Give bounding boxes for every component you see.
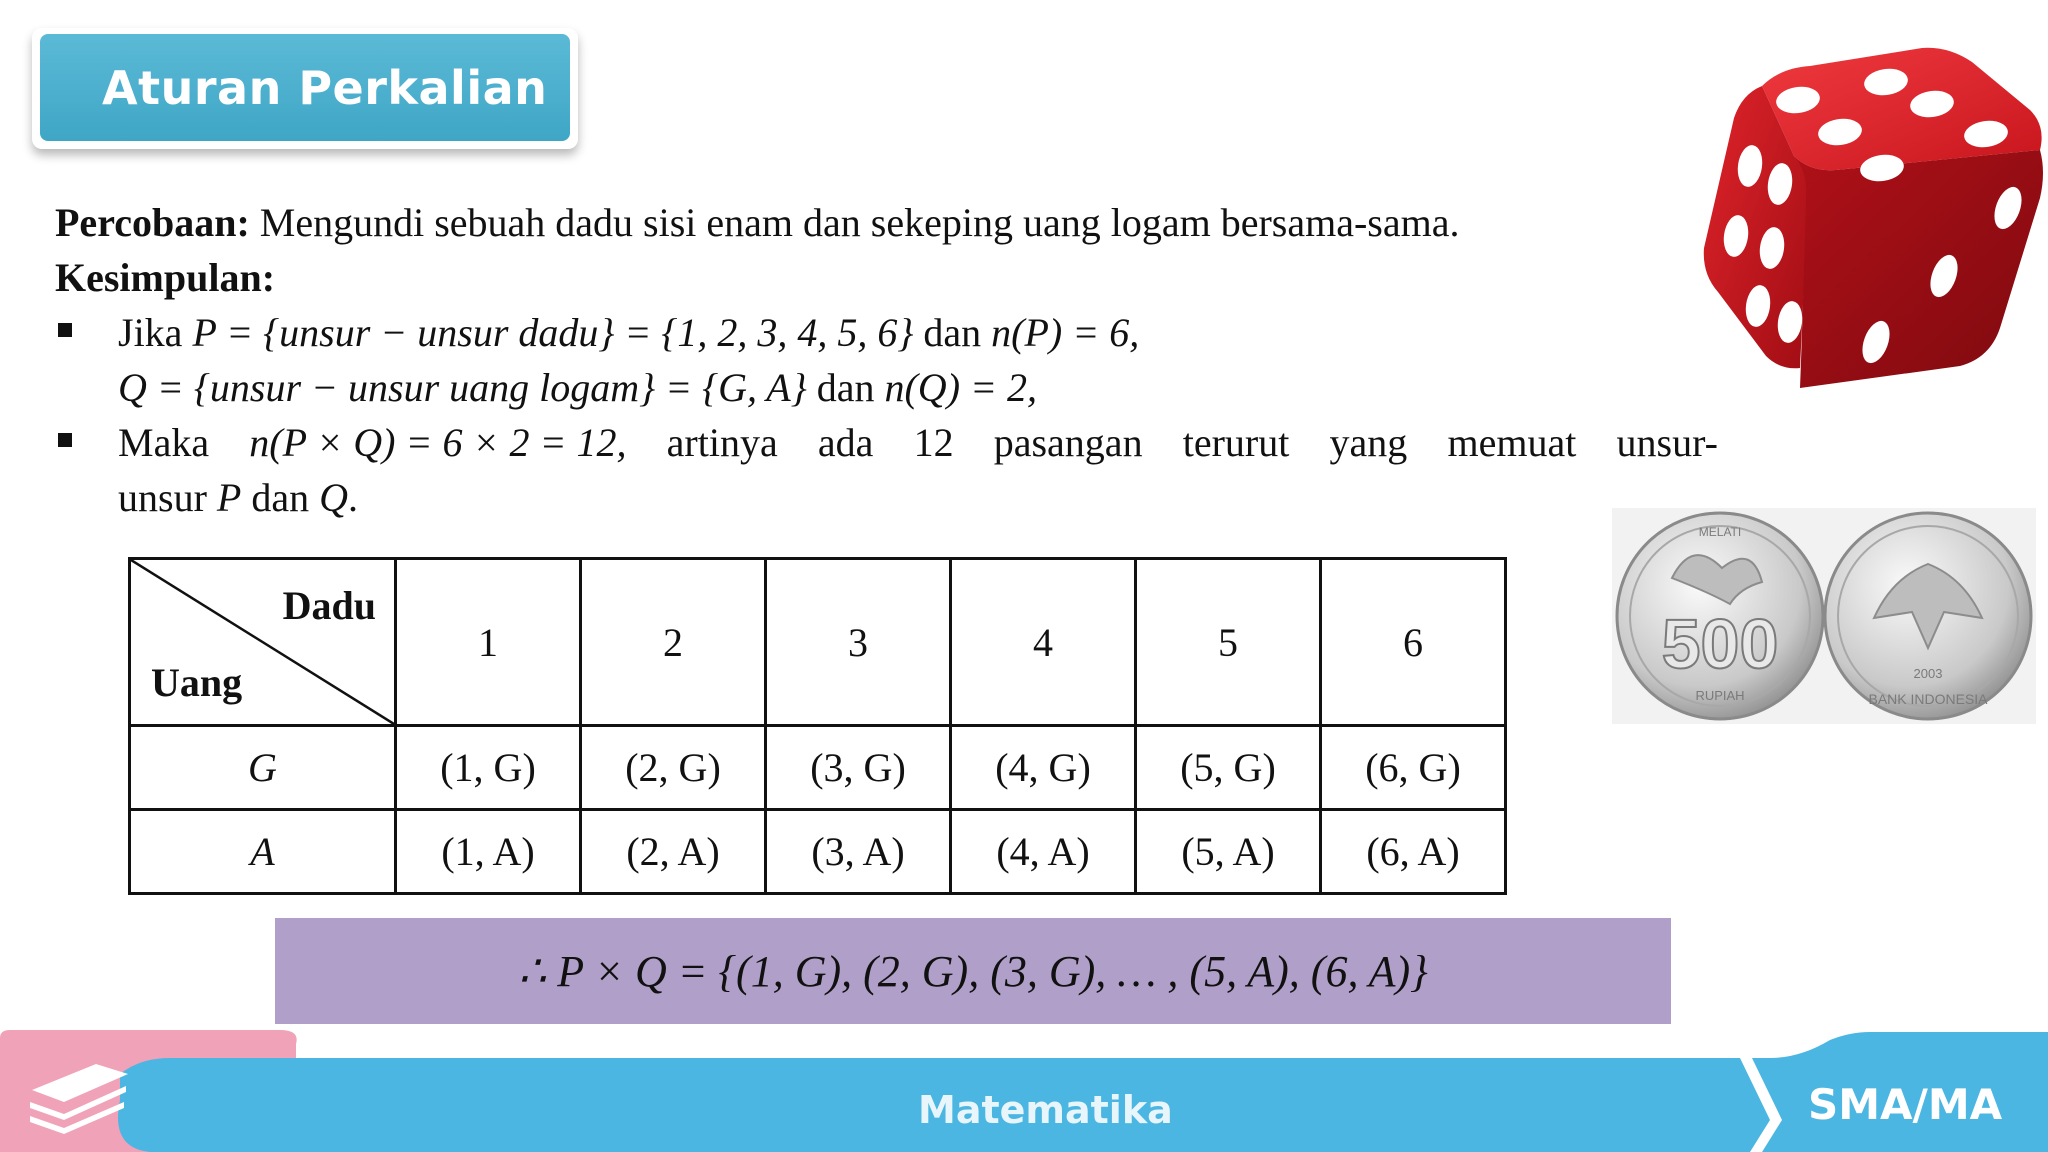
bullet-marker-1: [58, 323, 72, 337]
product-table: [128, 557, 1507, 895]
title-tab: [32, 28, 578, 149]
bullet-2-word: memuat: [1447, 420, 1577, 465]
bullet-2-line-2: [118, 470, 358, 525]
bullet-2-word: ada: [817, 420, 874, 465]
coin-value-text: 500: [1661, 605, 1779, 683]
experiment-line: [55, 195, 1459, 250]
table-cell: (4, G): [951, 726, 1136, 810]
table-cell: (4, A): [951, 810, 1136, 894]
bullet-1-text-c: dan: [806, 365, 885, 410]
bullet-1-set-q: Q = {unsur − unsur uang logam} = {G, A}: [118, 365, 807, 410]
table-row-label: A: [130, 810, 396, 894]
bullet-1-text-b: dan: [913, 310, 992, 355]
coin-top-text: MELATI: [1698, 525, 1742, 539]
table-header-cell: 6: [1321, 559, 1506, 726]
bullet-2-word: 12: [913, 420, 954, 465]
bullet-1-line-1: [118, 305, 1139, 360]
bullet-2-var-p: P: [216, 475, 242, 520]
table-cell: (5, G): [1136, 726, 1321, 810]
table-cell: (2, A): [581, 810, 766, 894]
table-cell: (6, A): [1321, 810, 1506, 894]
result-box: [275, 918, 1671, 1024]
table-header-cell: 1: [396, 559, 581, 726]
table-row: [130, 810, 1506, 894]
footer-subject: Matematika: [918, 1088, 1173, 1132]
coin-rupiah-text: RUPIAH: [1695, 688, 1745, 703]
bullet-1-set-p: P = {unsur − unsur dadu} = {1, 2, 3, 4, 5, 6}: [192, 310, 914, 355]
coin-year-text: 2003: [1913, 666, 1943, 681]
bullet-2-word: Maka: [118, 420, 210, 465]
dice-illustration: [1690, 38, 2048, 400]
table-header-cell: 2: [581, 559, 766, 726]
bullet-2-word: unsur-: [1616, 420, 1718, 465]
slide-title: Aturan Perkalian: [102, 60, 548, 115]
bullet-2-word: pasangan: [993, 420, 1143, 465]
coin-bank-text: BANK INDONESIA: [1868, 691, 1988, 707]
result-formula: ∴ P × Q = {(1, G), (2, G), (3, G), … , (5, A), (6, A)}: [518, 946, 1428, 996]
bullet-2-line-1: [118, 415, 1718, 470]
bullet-2-product-count: n(P × Q) = 6 × 2 = 12,: [249, 420, 627, 465]
coin-illustration: [1612, 508, 2036, 724]
table-cell: (2, G): [581, 726, 766, 810]
table-header-cell: 3: [766, 559, 951, 726]
bullet-2-text-a: unsur: [118, 475, 217, 520]
table-header-cell: 5: [1136, 559, 1321, 726]
corner-dice-label: Dadu: [282, 583, 376, 628]
table-cell: (3, G): [766, 726, 951, 810]
bullet-2-word: yang: [1329, 420, 1408, 465]
conclusion-label: Kesimpulan:: [55, 255, 276, 300]
bullet-marker-2: [58, 433, 72, 447]
table-row-label: G: [130, 726, 396, 810]
bullet-1-count-p: n(P) = 6,: [991, 310, 1140, 355]
conclusion-label-line: [55, 250, 275, 305]
table-row: [130, 726, 1506, 810]
bullet-2-word: terurut: [1182, 420, 1290, 465]
table-header-row: [130, 559, 1506, 726]
footer-level: SMA/MA: [1808, 1080, 2003, 1129]
table-cell: (1, G): [396, 726, 581, 810]
experiment-text: Mengundi sebuah dadu sisi enam dan sekeping uang logam bersama-sama.: [259, 200, 1460, 245]
bullet-2-var-q: Q: [319, 475, 348, 520]
bullet-2-word: artinya: [666, 420, 778, 465]
bullet-2-text-b: dan: [241, 475, 320, 520]
title-tab-inner: [40, 34, 570, 141]
bullet-2-text-c: .: [347, 475, 358, 520]
table-cell: (3, A): [766, 810, 951, 894]
table-cell: (5, A): [1136, 810, 1321, 894]
bullet-1-count-q: n(Q) = 2,: [884, 365, 1038, 410]
corner-coin-label: Uang: [151, 660, 243, 705]
table-header-cell: 4: [951, 559, 1136, 726]
bullet-1-text-a: Jika: [118, 310, 193, 355]
table-cell: (6, G): [1321, 726, 1506, 810]
experiment-label: Percobaan:: [55, 200, 250, 245]
table-cell: (1, A): [396, 810, 581, 894]
table-corner-cell: [130, 559, 396, 726]
bullet-1-line-2: [118, 360, 1037, 415]
